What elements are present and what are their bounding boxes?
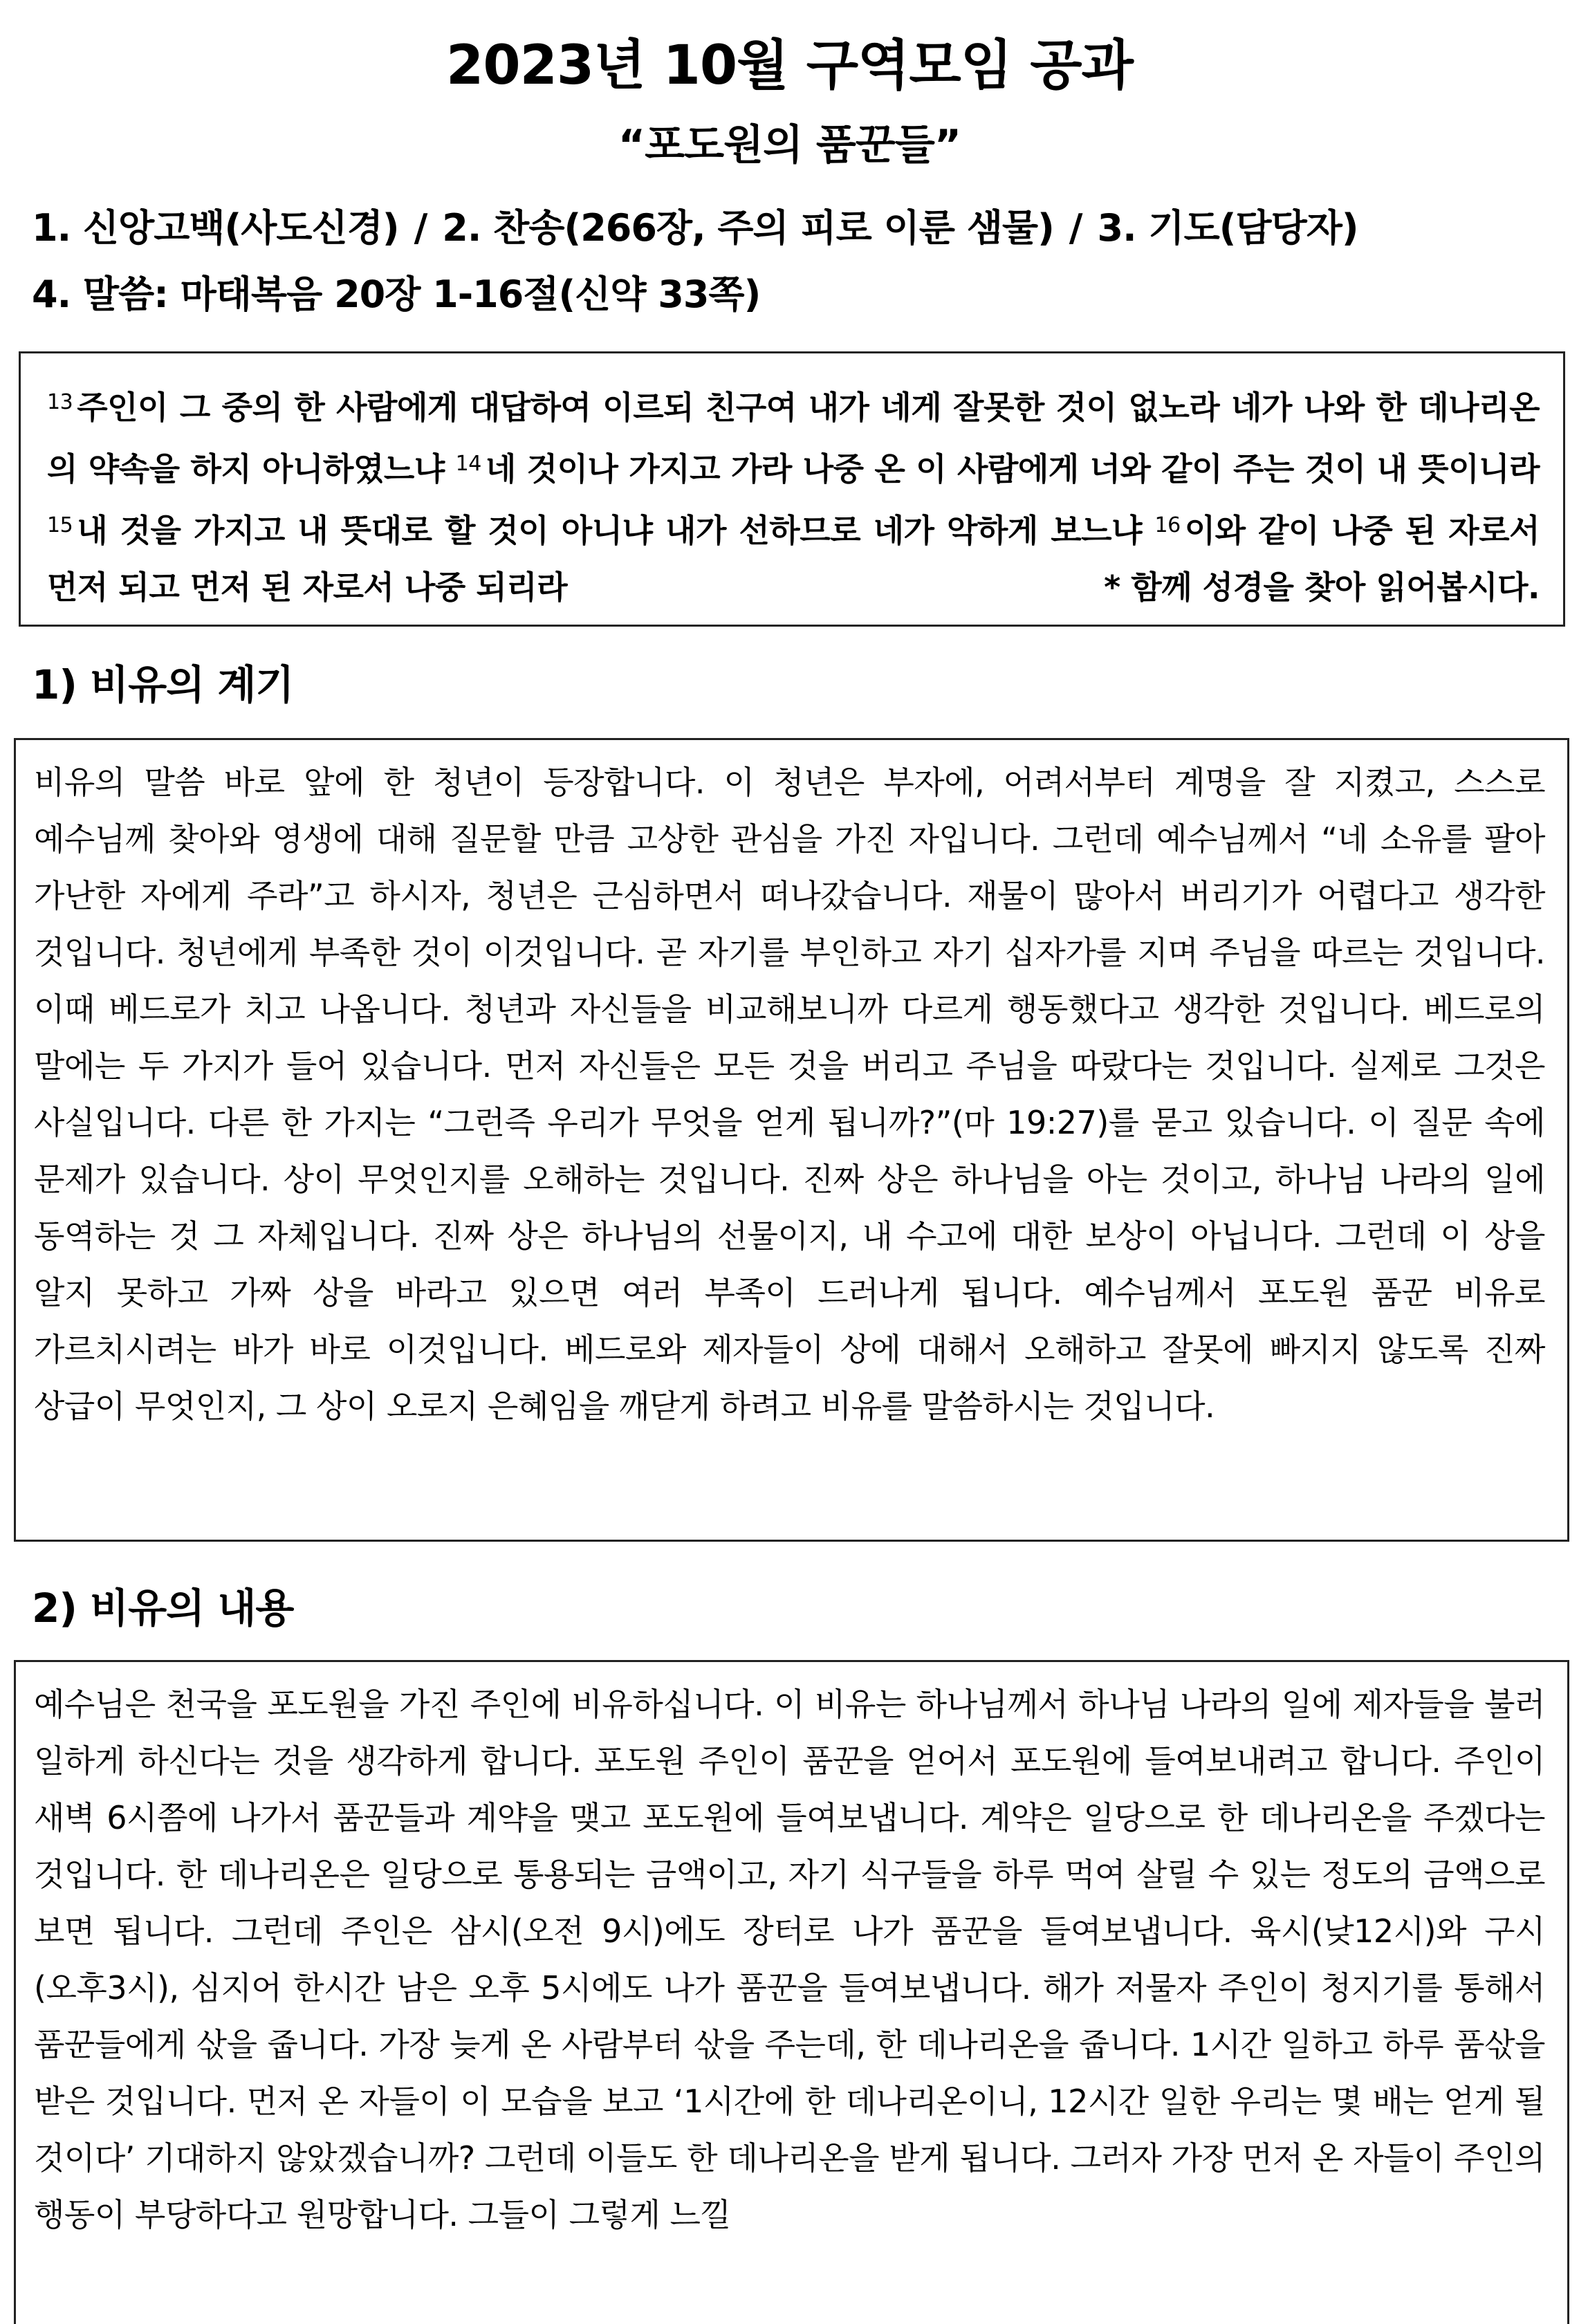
verse-number: 15 [47,513,73,537]
order-separator: / [1069,206,1082,250]
section-heading-content: 2) 비유의 내용 [32,1585,294,1632]
verse-text: 네 것이나 가지고 가라 나중 온 이 사람에게 너와 같이 주는 것이 내 뜻이니라 [485,450,1540,488]
order-item-prayer: 3. 기도(담당자) [1097,206,1358,250]
order-separator: / [414,206,427,250]
section-box-occasion [14,738,1569,1542]
read-together-note: * 함께 성경을 찾아 읽어봅시다. [1104,569,1540,606]
verse-text: 이와 같이 나중 된 자로서 먼저 되고 먼저 된 자로서 나중 되리라 [47,512,1540,606]
worship-order-line [32,201,1358,256]
verse-text: 주인이 그 중의 한 사람에게 대답하여 이르되 친구여 내가 네게 잘못한 것이 없노라 네가 나와 한 데나리온의 약속을 하지 아니하였느냐 [47,389,1540,488]
scripture-reference: 4. 말씀: 마태복음 20장 1-16절(신약 33쪽) [32,273,761,316]
section-body-text: 비유의 말씀 바로 앞에 한 청년이 등장합니다. 이 청년은 부자에, 어려서부터 계명을 잘 지켰고, 스스로 예수님께 찾아와 영생에 대해 질문할 만큼 고상한 관심을 가진 자입니다. 그런데 예수님께서 “네 소유를 팔아 가난한 자에게 주라”고 하시자, 청년은 근심하면서 떠나갔습니다. 재물이 많아서 버리기가 어렵다고 생각한 것입니다. 청년에게 부족한 것이 이것입니다. 곧 자기를 부인하고 자기 십자가를 지며 주님을 따르는 것입니다. 이때 베드로가 치고 나옵니다. 청년과 자신들을 비교해보니까 다르게 행동했다고 생각한 것입니다. 베드로의 말에는 두 가지가 들어 있습니다. 먼저 자신들은 모든 것을 버리고 주님을 따랐다는 것입니다. 실제로 그것은 사실입니다. 다른 한 가지는 “그런즉 우리가 무엇을 얻게 됩니까?”(마 19:27)를 묻고 있습니다. 이 질문 속에 문제가 있습니다. 상이 무엇인지를 오해하는 것입니다. 진짜 상은 하나님을 아는 것이고, 하나님 나라의 일에 동역하는 것 그 자체입니다. 진짜 상은 하나님의 선물이지, 내 수고에 대한 보상이 아닙니다. 그런데 이 상을 알지 못하고 가짜 상을 바라고 있으면 여러 부족이 드러나게 됩니다. 예수님께서 포도원 품꾼 비유로 가르치시려는 바가 바로 이것입니다. 베드로와 제자들이 상에 대해서 오해하고 잘못에 빠지지 않도록 진짜 상급이 무엇인지, 그 상이 오로지 은혜임을 깨닫게 하려고 비유를 말씀하시는 것입니다. [34,764,1545,1425]
verse-text: 내 것을 가지고 내 뜻대로 할 것이 아니냐 내가 선하므로 네가 악하게 보느냐 [77,512,1143,549]
page-title: 2023년 10월 구역모임 공과 [446,35,1133,97]
verse-number: 16 [1154,513,1181,537]
order-item-creed: 1. 신앙고백(사도신경) [32,206,399,250]
scripture-box [19,351,1565,627]
lesson-subtitle: “포도원의 품꾼들” [618,121,961,169]
section-heading-occasion: 1) 비유의 계기 [32,661,294,708]
scripture-text [47,374,1540,616]
verse-number: 14 [455,452,481,476]
section-box-content [14,1660,1569,2324]
order-item-hymn: 2. 찬송(266장, 주의 피로 이룬 샘물) [442,206,1054,250]
verse-number: 13 [47,390,73,414]
section-body-text: 예수님은 천국을 포도원을 가진 주인에 비유하십니다. 이 비유는 하나님께서 하나님 나라의 일에 제자들을 불러 일하게 하신다는 것을 생각하게 합니다. 포도원 주인이 품꾼을 얻어서 포도원에 들여보내려고 합니다. 주인이 새벽 6시쯤에 나가서 품꾼들과 계약을 맺고 포도원에 들여보냅니다. 계약은 일당으로 한 데나리온을 주겠다는 것입니다. 한 데나리온은 일당으로 통용되는 금액이고, 자기 식구들을 하루 먹여 살릴 수 있는 정도의 금액으로 보면 됩니다. 그런데 주인은 삼시(오전 9시)에도 장터로 나가 품꾼을 들여보냅니다. 육시(낮12시)와 구시(오후3시), 심지어 한시간 남은 오후 5시에도 나가 품꾼을 들여보냅니다. 해가 저물자 주인이 청지기를 통해서 품꾼들에게 삯을 줍니다. 가장 늦게 온 사람부터 삯을 주는데, 한 데나리온을 줍니다. 1시간 일하고 하루 품삯을 받은 것입니다. 먼저 온 자들이 이 모습을 보고 ‘1시간에 한 데나리온이니, 12시간 일한 우리는 몇 배는 얻게 될 것이다’ 기대하지 않았겠습니까? 그런데 이들도 한 데나리온을 받게 됩니다. 그러자 가장 먼저 온 자들이 주인의 행동이 부당하다고 원망합니다. 그들이 그렇게 느낄 [34,1686,1545,2233]
